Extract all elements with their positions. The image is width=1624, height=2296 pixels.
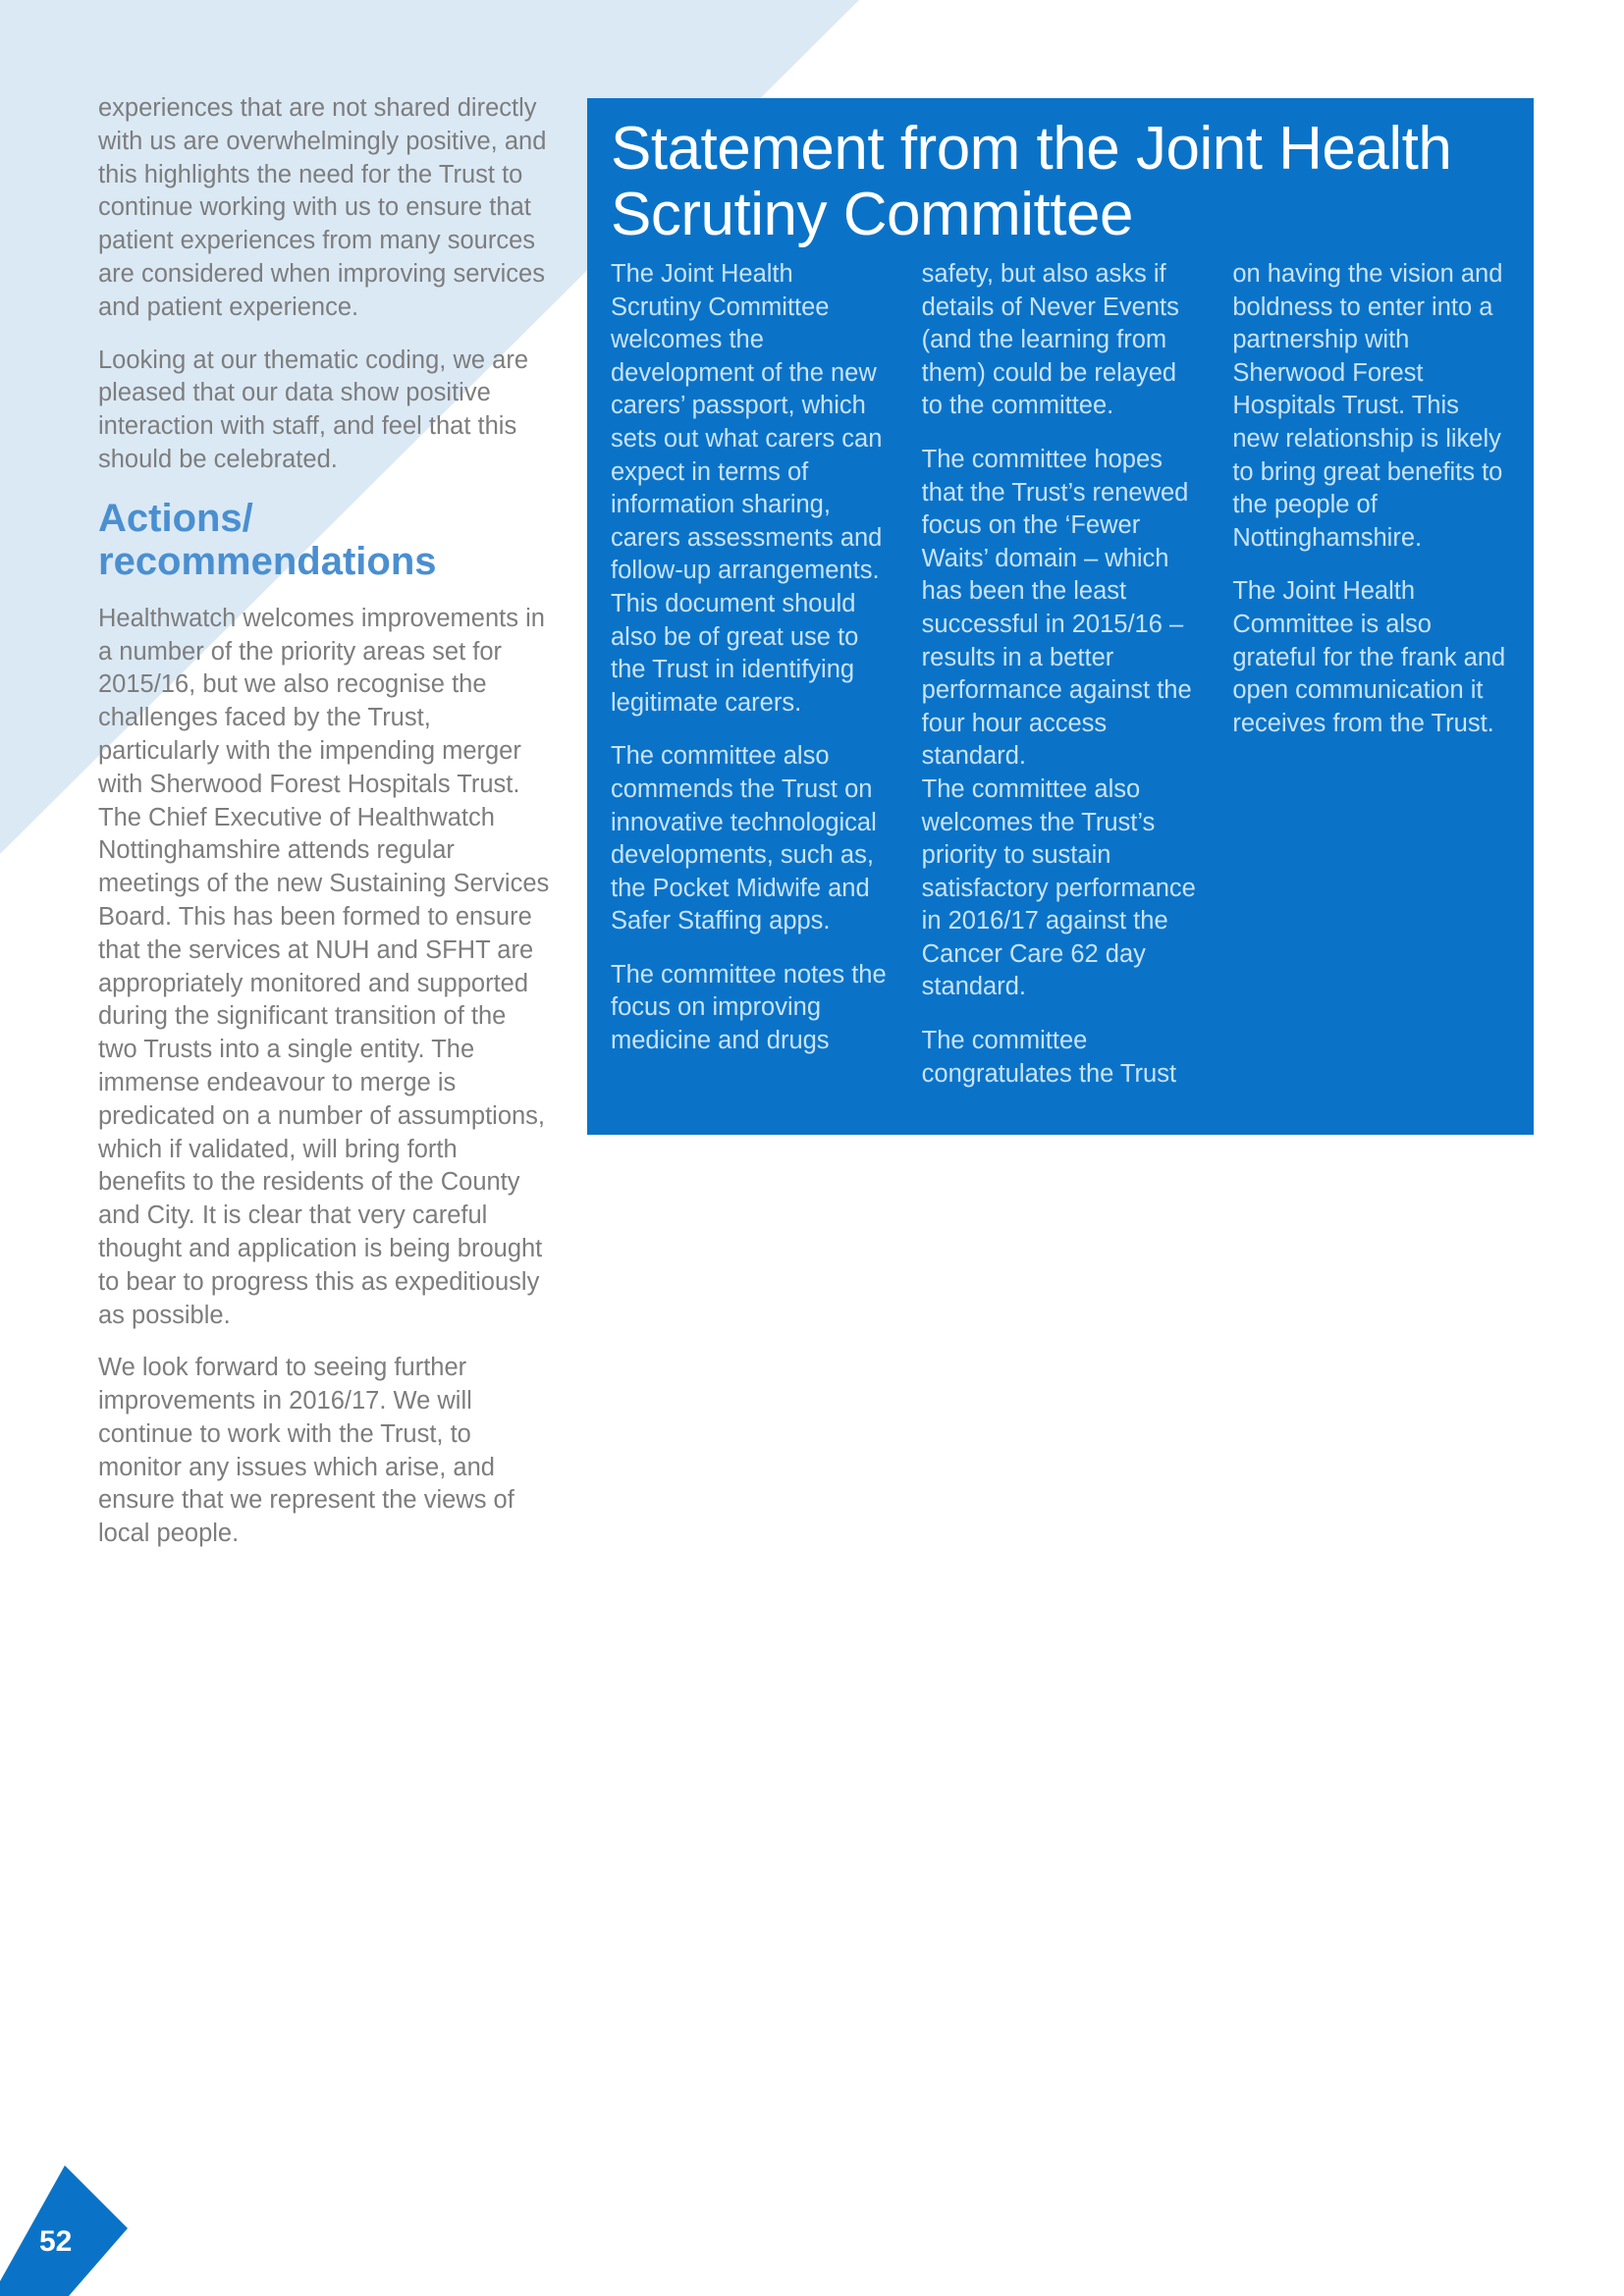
statement-title: Statement from the Joint Health Scrutiny Committee	[611, 115, 1452, 248]
intro-paragraph-2: Looking at our thematic coding, we are pleased that our data show positive interaction with staff, and feel that this should be celebrated.	[98, 346, 529, 473]
intro-paragraph-1: experiences that are not shared directly with us are overwhelmingly positive, and this highlights the need for the Trust to continue working with us to ensure that patient experiences from many sources are considered when improving services and patient experience.	[98, 94, 547, 321]
left-column	[98, 92, 550, 1571]
statement-paragraph: The committee notes the focus on improving medicine and drugs	[611, 960, 887, 1055]
statement-panel	[587, 98, 1534, 1135]
statement-paragraph: The committee congratulates the Trust	[921, 1027, 1177, 1088]
statement-paragraph: on having the vision and boldness to enter into a partnership with Sherwood Forest Hospitals Trust. This new relationship is likely to bring great benefits to the people of Nottinghamshire.	[1232, 260, 1503, 552]
statement-paragraph: The committee hopes that the Trust’s renewed focus on the ‘Fewer Waits’ domain – which has been the least successful in 2015/16 – results in a better performance against the four hour access standard.	[921, 445, 1192, 771]
actions-recommendations-heading: Actions/ recommendations	[98, 496, 437, 583]
statement-columns	[611, 258, 1510, 1111]
statement-column-1	[611, 258, 889, 1111]
actions-paragraph-1: Healthwatch welcomes improvements in a number of the priority areas set for 2015/16, but we also recognise the challenges faced by the Trust, particularly with the impending merger with Sherwood Forest Hospitals Trust. The Chief Executive of Healthwatch Nottinghamshire attends regular meetings of the new Sustaining Services Board. This has been formed to ensure that the services at NUH and SFHT are appropriately monitored and supported during the significant transition of the two Trusts into a single entity. The immense endeavour to merge is predicated on a number of assumptions, which if validated, will bring forth benefits to the residents of the County and City. It is clear that very careful thought and application is being brought to bear to progress this as expeditiously as possible.	[98, 604, 550, 1329]
statement-paragraph: The committee also welcomes the Trust’s priority to sustain satisfactory performance in 2016/17 against the Cancer Care 62 day standard.	[921, 774, 1196, 1001]
actions-paragraph-2: We look forward to seeing further improvements in 2016/17. We will continue to work with the Trust, to monitor any issues which arise, and ensure that we represent the views of local people.	[98, 1354, 514, 1548]
statement-paragraph: safety, but also asks if details of Never Events (and the learning from them) could be relayed to the committee.	[921, 260, 1179, 420]
statement-paragraph: The committee also commends the Trust on innovative technological developments, such as, the Pocket Midwife and Safer Staffing apps.	[611, 742, 877, 935]
statement-column-3	[1232, 258, 1510, 1111]
statement-column-2	[922, 258, 1200, 1111]
page-number: 52	[39, 2225, 73, 2258]
statement-paragraph: The Joint Health Committee is also grateful for the frank and open communication it receives from the Trust.	[1232, 577, 1506, 737]
statement-paragraph: The Joint Health Scrutiny Committee welcomes the development of the new carers’ passport, which sets out what carers can expect in terms of information sharing, carers assessments and follow-up arrangements. This document should also be of great use to the Trust in identifying legitimate carers.	[611, 260, 883, 717]
